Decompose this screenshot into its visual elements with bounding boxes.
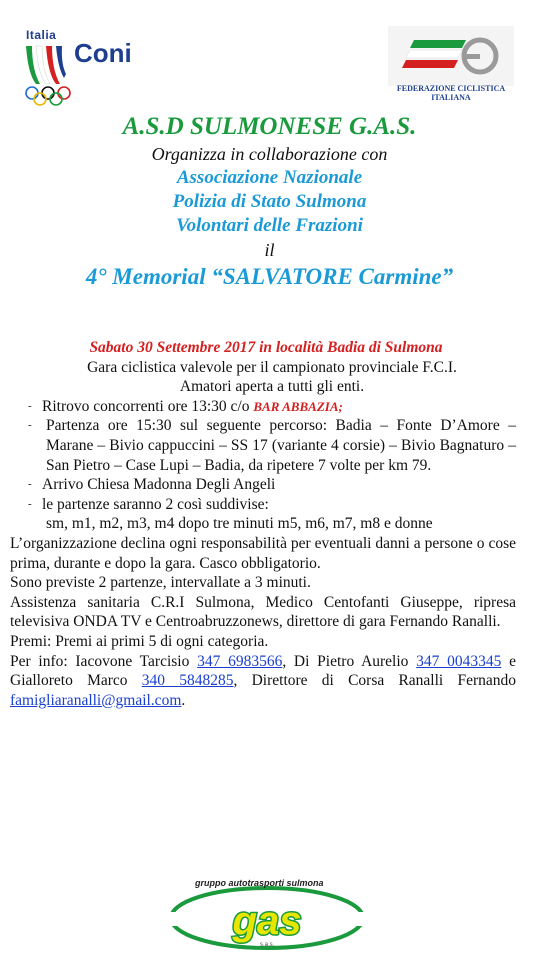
bullet-dash: - — [28, 497, 32, 510]
coni-name: Coni — [74, 38, 132, 68]
svg-text:gas: gas — [232, 899, 302, 943]
phone-link-2[interactable]: 347 0043345 — [416, 652, 502, 670]
partenze-item — [28, 495, 516, 515]
arrivo-item — [28, 475, 516, 495]
ritrovo-item — [28, 397, 516, 417]
partenza-text: Partenza ore 15:30 sul seguente percorso: Badia – Fonte D’Amore – Marane – Bivio cappuccini – SS 17 (variante 4 corsie) – Bivio Bagnaturo – San Pietro – Case Lupi – Badia, da ripetere 7 volte per km 79. — [46, 417, 516, 474]
fci-line1: FEDERAZIONE CICLISTICA — [396, 84, 506, 93]
ritrovo-text: Ritrovo concorrenti ore 13:30 c/o — [42, 397, 254, 415]
arrivo-text: Arrivo Chiesa Madonna Degli Angeli — [42, 476, 276, 494]
header — [0, 112, 539, 292]
info-part-4: , Direttore di Corsa Ranalli Fernando — [233, 672, 516, 690]
email-link[interactable]: famigliaranalli@gmail.com — [10, 691, 182, 709]
phone-link-1[interactable]: 347 6983566 — [197, 652, 283, 670]
ritrovo-end: ; — [338, 398, 343, 414]
info-part-3: e Gialloreto Marco — [10, 652, 516, 690]
fci-logo — [388, 26, 514, 106]
fci-line2: ITALIANA — [431, 93, 471, 102]
coni-logo — [22, 28, 162, 108]
partner-2: Polizia di Stato Sulmona — [172, 191, 367, 212]
partenza-item — [28, 416, 516, 475]
bullet-dash: - — [28, 478, 32, 491]
responsabilita-text: L’organizzazione declina ogni responsabilità per eventuali danni a persone o cose prima, durante e dopo la gara. Casco obbligatorio. — [10, 534, 516, 572]
info-part-1: Per info: Iacovone Tarcisio — [10, 652, 198, 670]
partenze-intro: le partenze saranno 2 così suddivise: — [42, 495, 269, 513]
fci-emblem-icon — [388, 26, 514, 86]
gas-logo — [165, 876, 370, 954]
coni-flag-icon — [24, 44, 68, 86]
assistenza-text: Assistenza sanitaria C.R.I Sulmona, Medico Centofanti Giuseppe, ripresa televisiva ONDA TV e Centroabruzzonews, direttore di gara Fernando Ranalli. — [10, 593, 516, 631]
previste-text: Sono previste 2 partenze, intervallate a 3 minuti. — [10, 574, 311, 592]
gara-line-1: Gara ciclistica valevole per il campionato provinciale F.C.I. — [87, 358, 457, 376]
bullet-dash: - — [28, 399, 32, 412]
event-date: Sabato 30 Settembre 2017 in località Badia di Sulmona — [89, 339, 443, 356]
info-text — [10, 652, 516, 711]
il-text: il — [264, 240, 275, 260]
memorial-title: 4° Memorial “SALVATORE Carmine” — [85, 264, 454, 289]
page-title: A.S.D SULMONESE G.A.S. — [122, 113, 417, 140]
event-details — [10, 338, 516, 710]
info-part-2: , Di Pietro Aurelio — [282, 652, 417, 670]
phone-link-3[interactable]: 340 5848285 — [141, 672, 234, 690]
gas-top-text: gruppo autotrasporti sulmona — [195, 878, 324, 888]
partner-3: Volontari delle Frazioni — [176, 215, 363, 236]
organizza-text: Organizza in collaborazione con — [151, 144, 388, 164]
ritrovo-place: BAR ABBAZIA — [253, 398, 339, 414]
coni-italia-label: Italia — [26, 28, 57, 42]
info-end: . — [181, 691, 186, 709]
partenze-detail: sm, m1, m2, m3, m4 dopo tre minuti m5, m6, m7, m8 e donne — [46, 515, 433, 533]
bullet-dash: - — [28, 419, 32, 432]
partner-1: Associazione Nazionale — [176, 167, 363, 188]
premi-text: Premi: Premi ai primi 5 di ogni categoria. — [10, 632, 269, 650]
gas-bottom-text: s.a.s. — [260, 942, 275, 948]
olympic-rings-icon — [24, 86, 72, 106]
gara-line-2: Amatori aperta a tutti gli enti. — [179, 378, 365, 396]
